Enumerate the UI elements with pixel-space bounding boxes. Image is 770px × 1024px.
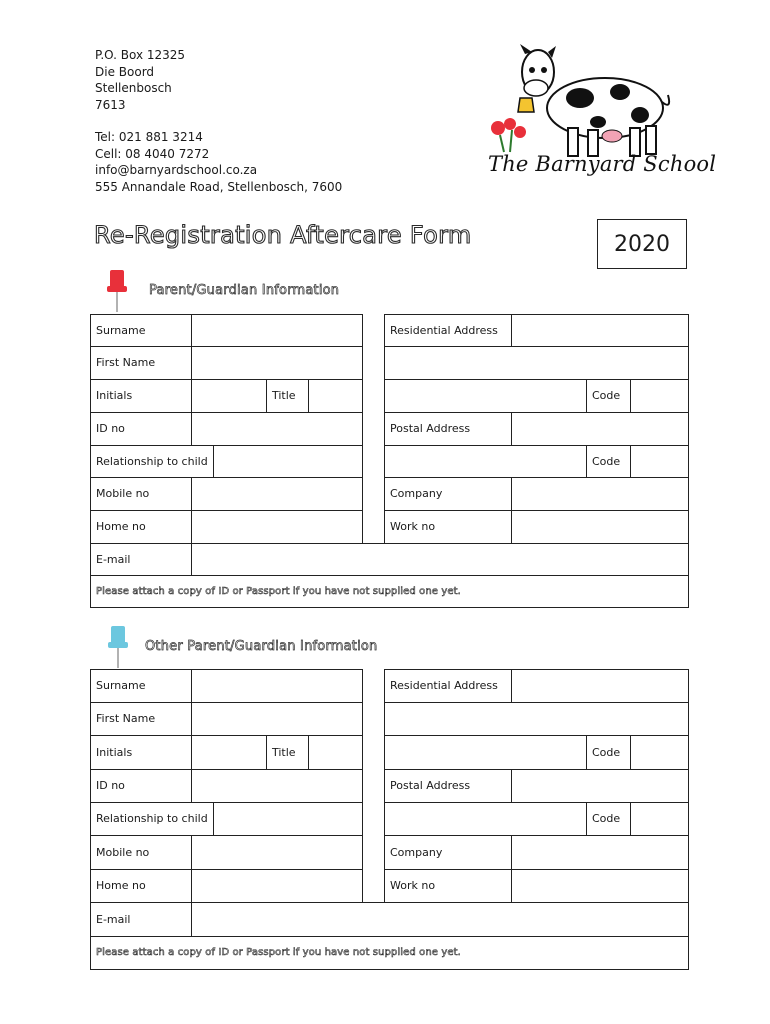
email-label: E-mail (90, 543, 192, 576)
blue-push-pin-icon (106, 624, 130, 670)
company-label: Company (384, 835, 512, 870)
section-title-parent: Parent/Guardian Information (149, 283, 340, 298)
initials-field[interactable] (191, 735, 267, 770)
address-line: Die Boord (95, 64, 155, 79)
company-field[interactable] (511, 835, 689, 870)
surname-label: Surname (90, 314, 192, 347)
postal-code-label: Code (586, 445, 631, 478)
initials-label: Initials (90, 379, 192, 413)
company-label: Company (384, 477, 512, 511)
residential-address-line-3[interactable] (384, 379, 587, 413)
residential-address-line-2[interactable] (384, 346, 689, 380)
title-field[interactable] (308, 735, 363, 770)
mobile-label: Mobile no (90, 835, 192, 870)
residential-address-label: Residential Address (384, 314, 512, 347)
surname-label: Surname (90, 669, 192, 703)
address-line: 7613 (95, 97, 126, 112)
company-field[interactable] (511, 477, 689, 511)
school-address-block (95, 47, 342, 195)
id-passport-note: Please attach a copy of ID or Passport if you have not supplied one yet. (90, 936, 689, 970)
residential-code-field[interactable] (630, 379, 689, 413)
id-passport-note: Please attach a copy of ID or Passport if you have not supplied one yet. (90, 575, 689, 608)
mobile-field[interactable] (191, 477, 363, 511)
postal-address-line-2[interactable] (384, 445, 587, 478)
postal-address-line-2[interactable] (384, 802, 587, 836)
home-no-label: Home no (90, 869, 192, 903)
postal-address-field[interactable] (511, 769, 689, 803)
email-field[interactable] (191, 543, 689, 576)
form-title: Re-Registration Aftercare Form (94, 221, 472, 249)
id-no-field[interactable] (191, 412, 363, 446)
relationship-label: Relationship to child (90, 802, 214, 836)
work-no-field[interactable] (511, 510, 689, 544)
email-label: E-mail (90, 902, 192, 937)
first-name-label: First Name (90, 346, 192, 380)
relationship-label: Relationship to child (90, 445, 214, 478)
section-title-other-parent: Other Parent/Guardian Information (145, 639, 378, 654)
contact-line-cell: Cell: 08 4040 7272 (95, 146, 210, 161)
work-no-label: Work no (384, 510, 512, 544)
postal-address-field[interactable] (511, 412, 689, 446)
id-no-field[interactable] (191, 769, 363, 803)
residential-address-label: Residential Address (384, 669, 512, 703)
postal-address-label: Postal Address (384, 412, 512, 446)
residential-code-label: Code (586, 379, 631, 413)
contact-line-tel: Tel: 021 881 3214 (95, 130, 203, 144)
contact-line-street: 555 Annandale Road, Stellenbosch, 7600 (95, 179, 343, 194)
residential-address-line-2[interactable] (384, 702, 689, 736)
residential-address-field[interactable] (511, 669, 689, 703)
id-no-label: ID no (90, 769, 192, 803)
surname-field[interactable] (191, 669, 363, 703)
first-name-label: First Name (90, 702, 192, 736)
mobile-field[interactable] (191, 835, 363, 870)
title-label: Title (266, 379, 309, 413)
postal-address-label: Postal Address (384, 769, 512, 803)
residential-address-line-3[interactable] (384, 735, 587, 770)
home-no-label: Home no (90, 510, 192, 544)
residential-code-label: Code (586, 735, 631, 770)
surname-field[interactable] (191, 314, 363, 347)
title-field[interactable] (308, 379, 363, 413)
postal-code-field[interactable] (630, 445, 689, 478)
residential-address-field[interactable] (511, 314, 689, 347)
work-no-field[interactable] (511, 869, 689, 903)
postal-code-field[interactable] (630, 802, 689, 836)
first-name-field[interactable] (191, 346, 363, 380)
contact-line-email: info@barnyardschool.co.za (95, 163, 258, 177)
form-year: 2020 (597, 219, 687, 269)
residential-code-field[interactable] (630, 735, 689, 770)
relationship-field[interactable] (213, 802, 363, 836)
school-name-logo: The Barnyard School (488, 152, 717, 176)
red-push-pin-icon (105, 268, 129, 314)
first-name-field[interactable] (191, 702, 363, 736)
postal-code-label: Code (586, 802, 631, 836)
title-label: Title (266, 735, 309, 770)
home-no-field[interactable] (191, 510, 363, 544)
mobile-label: Mobile no (90, 477, 192, 511)
initials-field[interactable] (191, 379, 267, 413)
relationship-field[interactable] (213, 445, 363, 478)
address-line: P.O. Box 12325 (95, 48, 186, 62)
address-line: Stellenbosch (95, 81, 172, 95)
work-no-label: Work no (384, 869, 512, 903)
home-no-field[interactable] (191, 869, 363, 903)
id-no-label: ID no (90, 412, 192, 446)
initials-label: Initials (90, 735, 192, 770)
email-field[interactable] (191, 902, 689, 937)
